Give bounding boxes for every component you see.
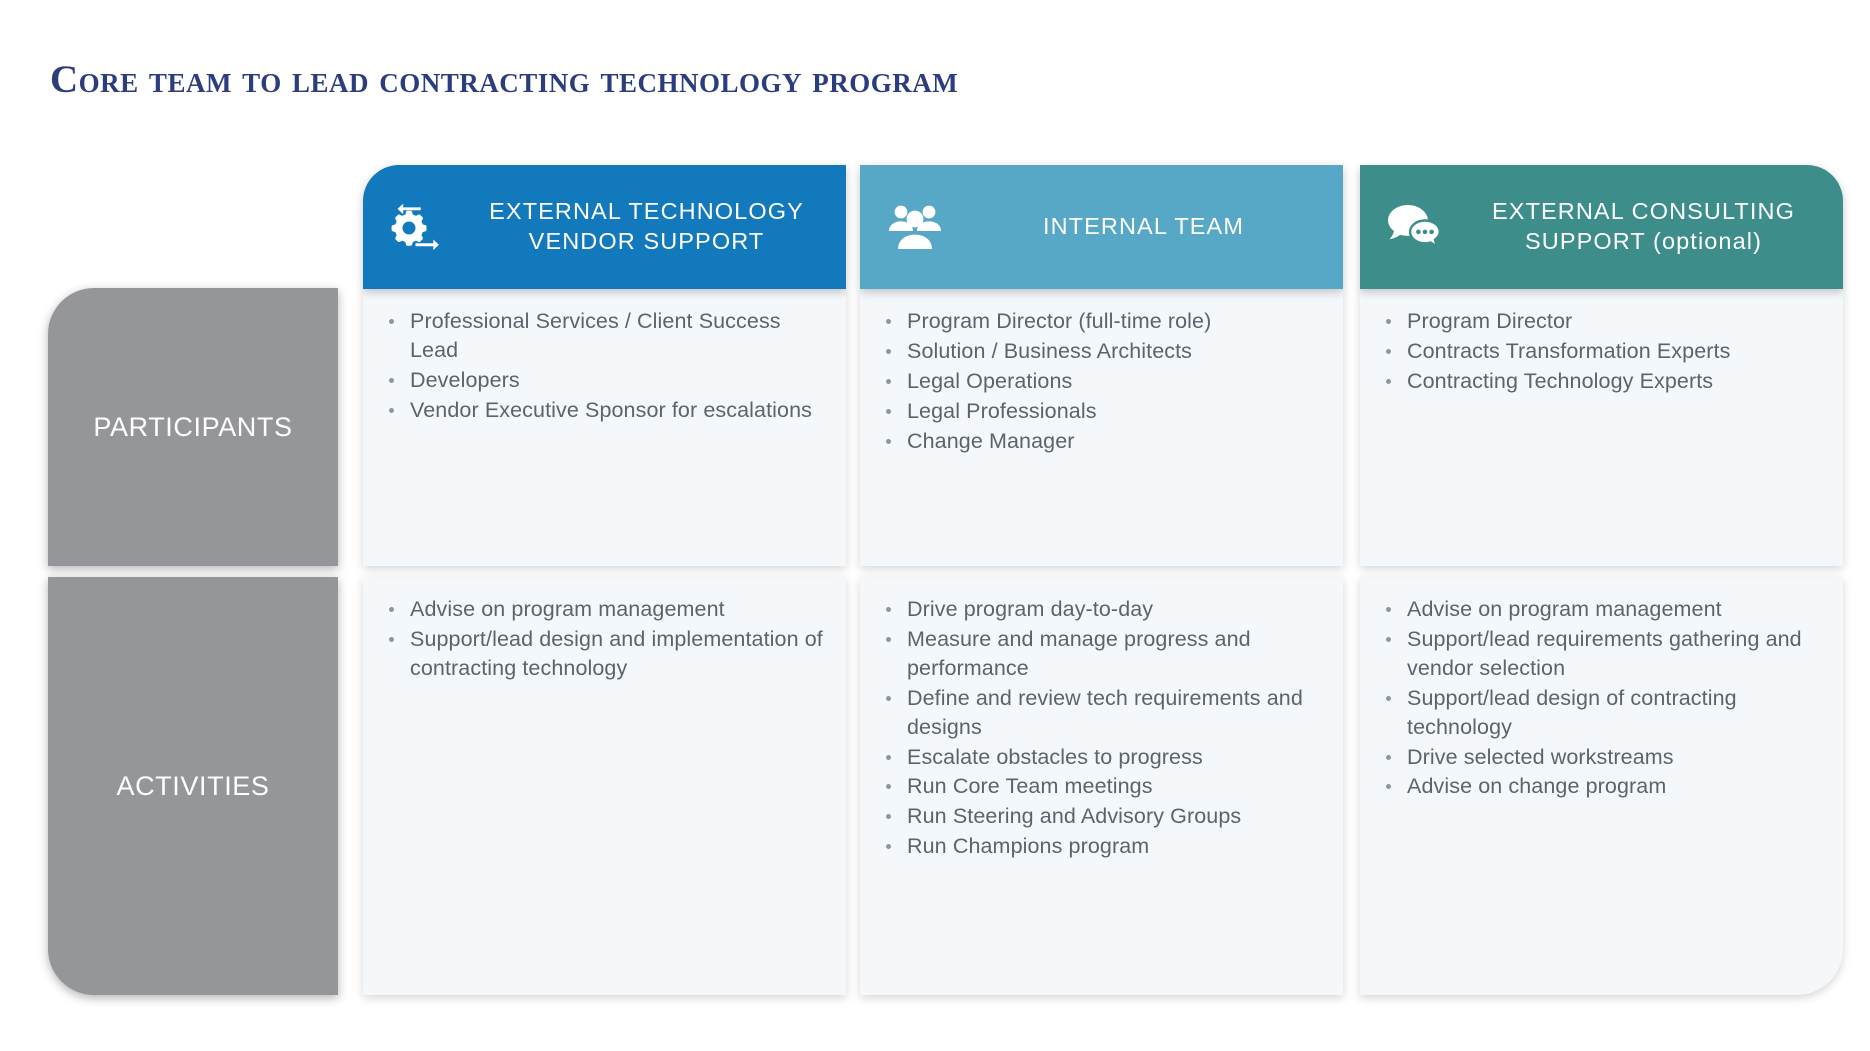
cell-vendor-participants: [363, 289, 846, 566]
page-title: Core team to lead contracting technology program: [50, 58, 959, 101]
list-vendor-activities: [381, 595, 830, 683]
column-header-internal-label: INTERNAL TEAM: [1042, 213, 1245, 240]
list-item: Run Champions program: [878, 832, 1327, 861]
list-item: Developers: [381, 366, 830, 395]
list-item: Support/lead design of contracting technology: [1378, 684, 1827, 742]
cell-vendor-activities: [363, 577, 846, 995]
row-label-participants: [48, 288, 338, 566]
column-header-vendor-label: EXTERNAL TECHNOLOGY VENDOR SUPPORT: [489, 198, 804, 254]
list-consulting-participants: [1378, 307, 1827, 396]
list-internal-activities: [878, 595, 1327, 861]
list-internal-participants: [878, 307, 1327, 456]
cell-internal-participants: [860, 289, 1343, 566]
column-header-vendor[interactable]: [363, 165, 846, 289]
list-item: Advise on change program: [1378, 772, 1827, 801]
list-item: Contracting Technology Experts: [1378, 367, 1827, 396]
column-header-consulting-label: EXTERNAL CONSULTING SUPPORT (optional): [1492, 198, 1795, 254]
cell-consulting-participants: [1360, 289, 1843, 566]
list-item: Legal Professionals: [878, 397, 1327, 426]
speech-bubbles-icon: [1384, 199, 1446, 255]
list-item: Vendor Executive Sponsor for escalations: [381, 396, 830, 425]
list-item: Define and review tech requirements and designs: [878, 684, 1327, 742]
list-item: Escalate obstacles to progress: [878, 743, 1327, 772]
cell-consulting-activities: [1360, 577, 1843, 995]
list-item: Contracts Transformation Experts: [1378, 337, 1827, 366]
column-internal-team: [860, 165, 1343, 289]
cell-internal-activities: [860, 577, 1343, 995]
list-vendor-participants: [381, 307, 830, 425]
list-item: Program Director: [1378, 307, 1827, 336]
list-item: Advise on program management: [381, 595, 830, 624]
list-consulting-activities: [1378, 595, 1827, 801]
list-item: Drive selected workstreams: [1378, 743, 1827, 772]
list-item: Solution / Business Architects: [878, 337, 1327, 366]
row-label-activities: [48, 577, 338, 995]
list-item: Professional Services / Client Success Lead: [381, 307, 830, 365]
list-item: Drive program day-to-day: [878, 595, 1327, 624]
row-label-activities-text: ACTIVITIES: [116, 770, 270, 801]
people-group-icon: [884, 199, 946, 255]
list-item: Run Core Team meetings: [878, 772, 1327, 801]
list-item: Change Manager: [878, 427, 1327, 456]
list-item: Program Director (full-time role): [878, 307, 1327, 336]
row-label-participants-text: PARTICIPANTS: [93, 411, 293, 442]
column-external-technology-vendor-support: [363, 165, 846, 289]
column-external-consulting-support: [1360, 165, 1843, 289]
list-item: Run Steering and Advisory Groups: [878, 802, 1327, 831]
list-item: Support/lead requirements gathering and vendor selection: [1378, 625, 1827, 683]
list-item: Advise on program management: [1378, 595, 1827, 624]
column-header-internal[interactable]: [860, 165, 1343, 289]
list-item: Legal Operations: [878, 367, 1327, 396]
gear-process-icon: [387, 199, 449, 255]
list-item: Support/lead design and implementation of contracting technology: [381, 625, 830, 683]
list-item: Measure and manage progress and performance: [878, 625, 1327, 683]
column-header-consulting[interactable]: [1360, 165, 1843, 289]
